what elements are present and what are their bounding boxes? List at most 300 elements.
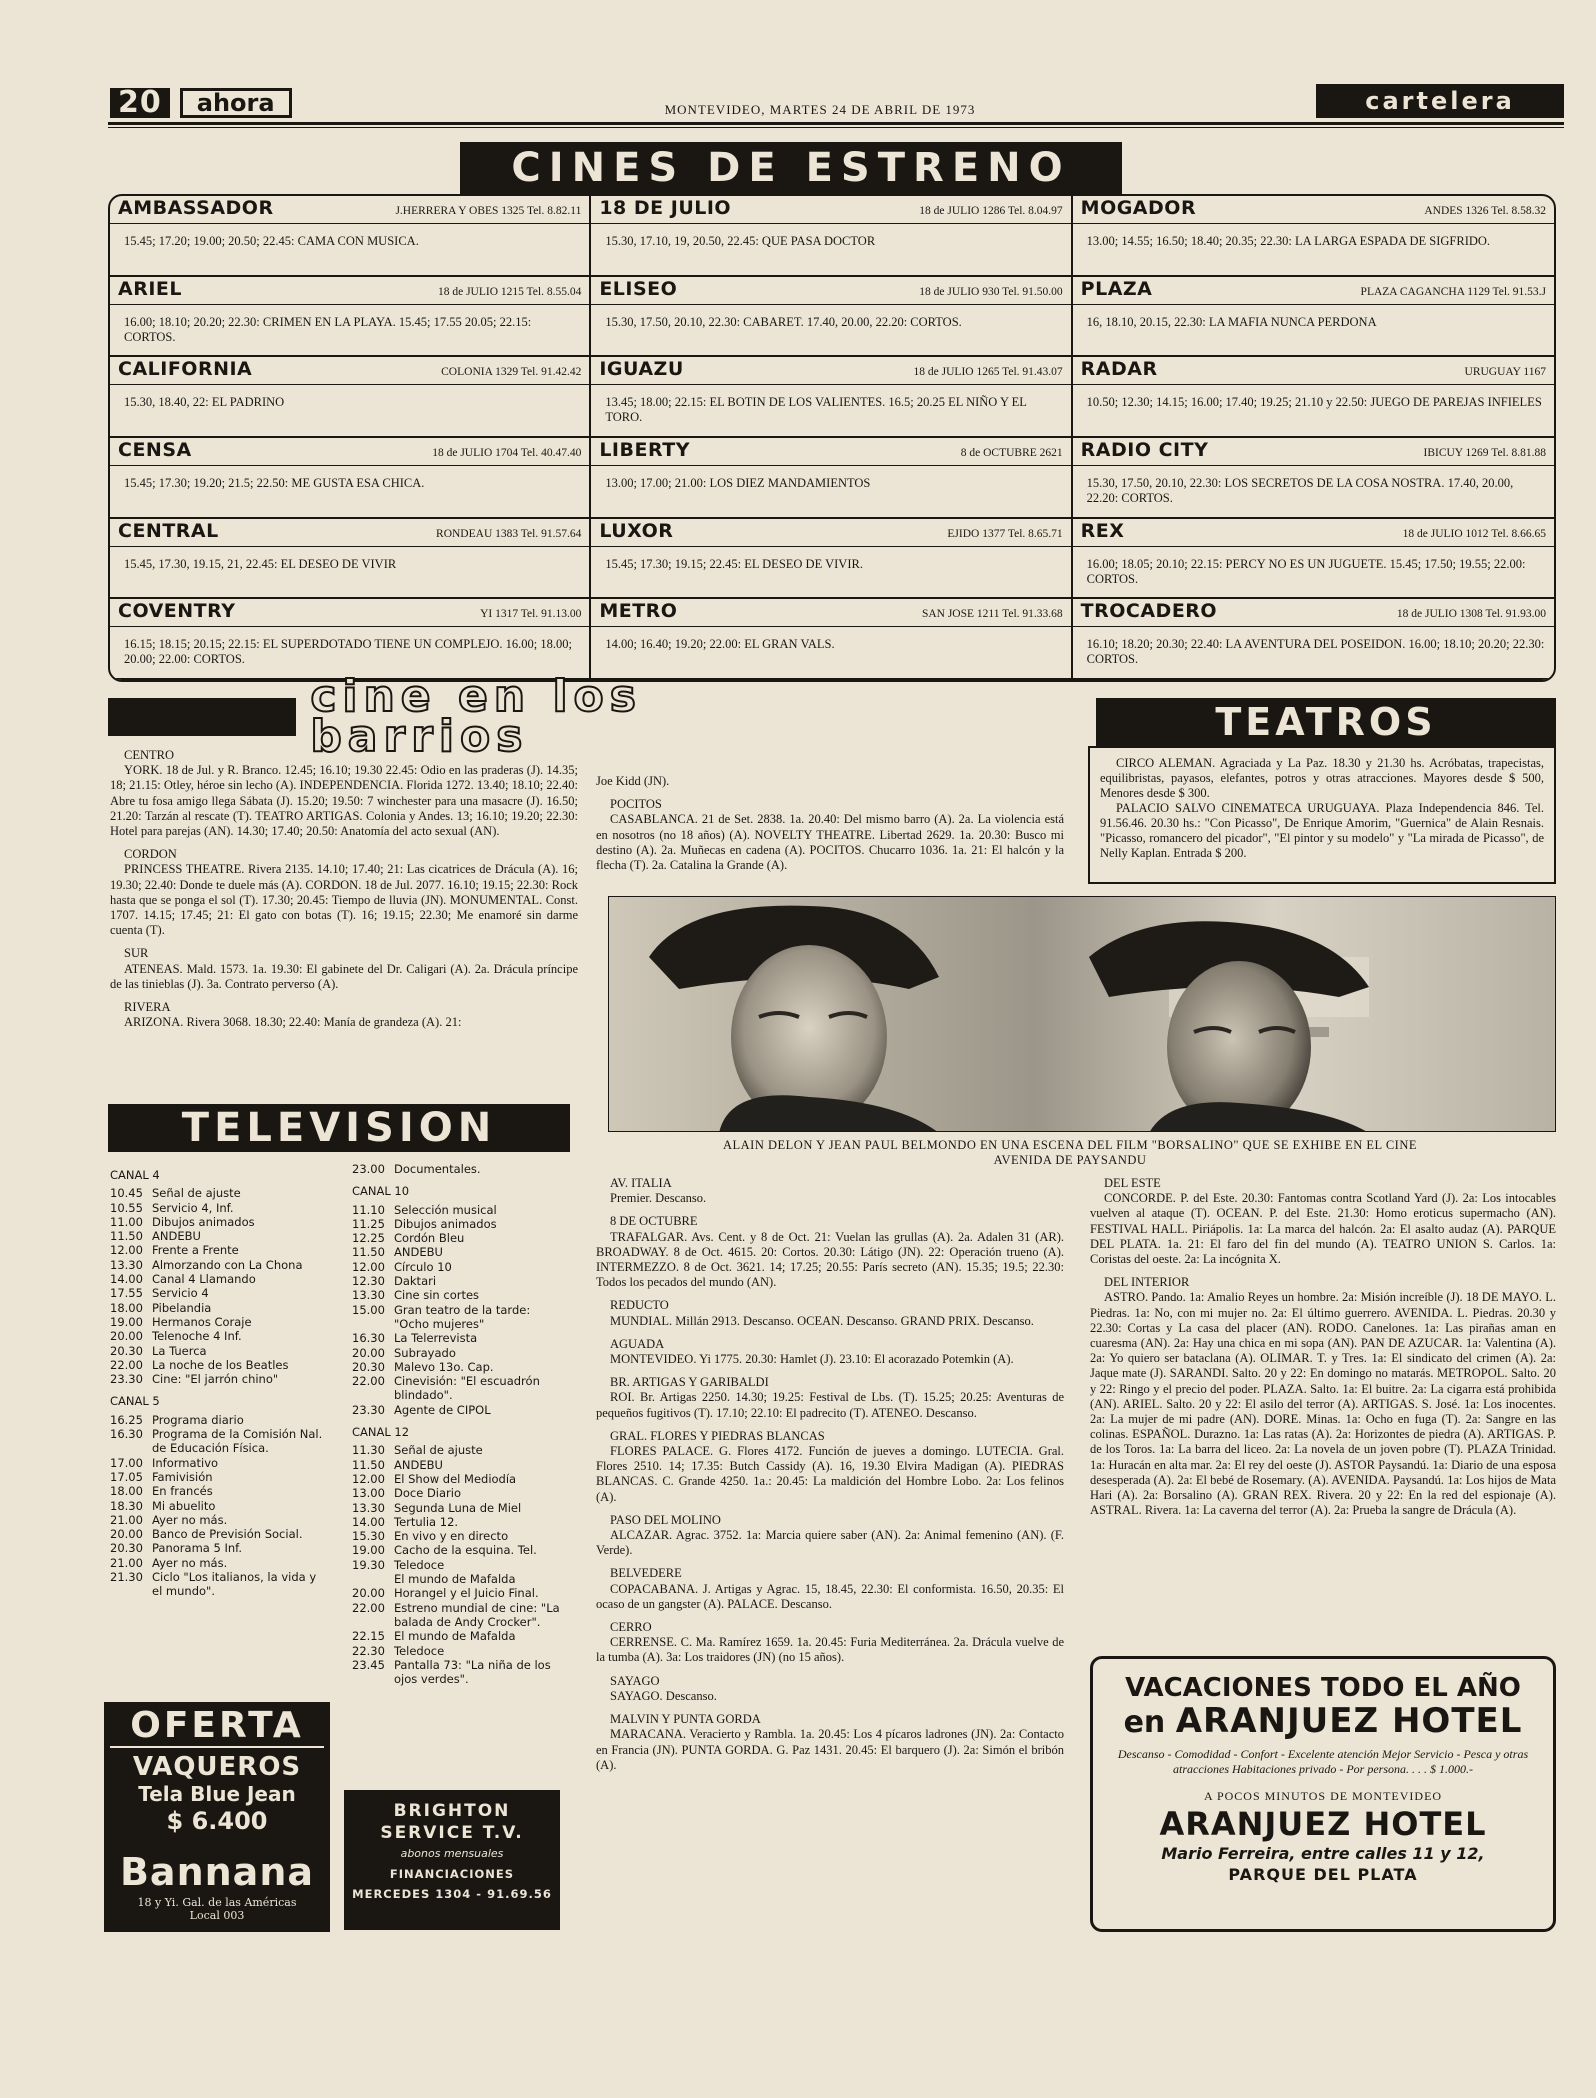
cinema-address: PLAZA CAGANCHA 1129 Tel. 91.53.J [1360, 285, 1546, 298]
tv-program-title: En francés [152, 1484, 213, 1499]
tv-program-row [110, 1301, 330, 1315]
barrios-column-1 [110, 748, 578, 1030]
cinema-header [1073, 599, 1554, 627]
tv-program-title: Telenoche 4 Inf. [152, 1329, 242, 1344]
tv-program-row [352, 1217, 562, 1231]
barrio-section-label: CENTRO [124, 748, 174, 762]
tv-program-row [352, 1486, 562, 1500]
cinema-cell [110, 277, 591, 358]
cartelera-label: cartelera [1316, 84, 1564, 118]
tv-program-title: ANDEBU [152, 1229, 201, 1244]
cinema-name: TROCADERO [1080, 600, 1218, 623]
tv-program-time: 20.00 [110, 1527, 143, 1542]
tv-program-row [352, 1501, 562, 1515]
brighton-service: SERVICE T.V. [380, 1823, 524, 1843]
tv-program-row [352, 1515, 562, 1529]
tv-program-row [352, 1458, 562, 1472]
cinema-schedule: 13.45; 18.00; 22.15: EL BOTIN DE LOS VALIENTES. 16.5; 20.25 EL NIÑO Y EL TORO. [605, 395, 1027, 425]
cinema-header [591, 196, 1070, 224]
tv-column-1 [110, 1168, 330, 1599]
masthead-left [110, 85, 292, 120]
cinema-header [591, 519, 1070, 547]
teatros-title: TEATROS [1096, 698, 1556, 746]
barrio-section-label: BR. ARTIGAS Y GARIBALDI [610, 1375, 769, 1390]
cines-estreno-title: CINES DE ESTRENO [460, 142, 1122, 194]
barrios-column-4 [1090, 1176, 1556, 1518]
tv-program-row [352, 1288, 562, 1302]
tv-channel-label: CANAL 4 [110, 1168, 160, 1182]
barrios-column-2 [596, 774, 1064, 873]
tv-program-title: Segunda Luna de Miel [394, 1500, 522, 1515]
tv-program-row [352, 1543, 562, 1557]
cinema-header [1073, 277, 1554, 305]
cinema-cell [591, 277, 1072, 358]
tv-program-time: 12.30 [352, 1274, 385, 1289]
tv-program-time: 21.00 [110, 1555, 143, 1570]
oferta-local: Local 003 [189, 1909, 245, 1922]
tv-program-time: 13.00 [352, 1486, 385, 1501]
film-still-image [609, 897, 1556, 1132]
tv-program-time: 13.30 [352, 1500, 385, 1515]
tv-program-title: Horangel y el Juicio Final. [394, 1586, 539, 1601]
oferta-product: VAQUEROS [132, 1752, 302, 1782]
cinema-name: CENTRAL [118, 519, 219, 542]
cinema-cell [591, 438, 1072, 519]
cinema-schedule: 10.50; 12.30; 14.15; 16.00; 17.40; 19.25; 21.10 y 22.50: JUEGO DE PAREJAS INFIELES [1086, 395, 1542, 410]
tv-program-title: Estreno mundial de cine: "La balada de Andy Crocker". [394, 1600, 560, 1629]
aranjuez-en: en [1123, 1705, 1166, 1740]
cinema-schedule: 15.45; 17.30; 19.20; 21.5; 22.50: ME GUSTA ESA CHICA. [124, 475, 425, 490]
tv-program-time: 18.30 [110, 1498, 143, 1513]
television-title: TELEVISION [108, 1104, 570, 1152]
tv-program-title: Programa diario [152, 1412, 244, 1427]
page-number: 20 [110, 88, 170, 118]
barrio-listing: YORK. 18 de Jul. y R. Branco. 12.45; 16.10; 19.30 22.45: Odio en las praderas (J). 14.35; 18; 21.15: Otley, héroe sin lecho (A). INDEPENDENCIA. Florida 1272. 13.40; 18.10; 22.40: Abre tu fosa amigo llega Sábata (J). 15.20; 19.50: 7 winchester para una masacre (J). 16.50; 21.20: Tarzán al rescate (T). TEATRO ARTIGAS. Colonia y Andes. 13; 16.10; 19.20; 22.30: Hotel para parejas (AN). 14.30; 17.40; 20.50: Anatomía del acto sexual (AN). [110, 763, 578, 839]
tv-program-row [110, 1358, 330, 1372]
tv-program-title: Señal de ajuste [394, 1443, 483, 1458]
tv-program-row [110, 1527, 330, 1541]
tv-program-row [352, 1245, 562, 1259]
cinema-name: AMBASSADOR [118, 197, 274, 219]
cinema-cell [591, 357, 1072, 438]
cinema-cell [110, 438, 591, 519]
tv-program-time: 18.00 [110, 1484, 143, 1499]
tv-program-row [110, 1541, 330, 1555]
tv-program-row [110, 1470, 330, 1484]
aranjuez-proximity: A POCOS MINUTOS DE MONTEVIDEO [1203, 1789, 1443, 1803]
barrio-section-label: CERRO [610, 1620, 652, 1635]
tv-program-time: 11.50 [110, 1229, 143, 1244]
tv-program-time: 19.00 [352, 1543, 385, 1558]
tv-program-row [110, 1372, 330, 1386]
tv-program-time: 20.30 [110, 1541, 143, 1556]
barrios-title: cine en los barrios [310, 671, 642, 762]
cinema-schedule: 16.00; 18.10; 20.20; 22.30: CRIMEN EN LA PLAYA. 15.45; 17.55 20.05; 22.15: CORTOS. [124, 314, 532, 344]
tv-program-time: 18.00 [110, 1300, 143, 1315]
tv-program-title: Famivisión [152, 1469, 213, 1484]
tv-program-row [352, 1360, 562, 1374]
teatro-listing: CIRCO ALEMAN. Agraciada y La Paz. 18.30 y 21.30 hs. Acróbatas, trapecistas, equilibristas, payasos, elefantes, potros y otras atracciones. Mayores desde $ 500, Menores desde $ 300. [1100, 756, 1544, 800]
brighton-financiaciones: FINANCIACIONES [389, 1867, 515, 1881]
cinema-address: ANDES 1326 Tel. 8.58.32 [1424, 205, 1546, 217]
tv-program-time: 23.30 [352, 1402, 385, 1417]
tv-program-time: 17.00 [110, 1455, 143, 1470]
cinema-address: COLONIA 1329 Tel. 91.42.42 [441, 366, 582, 379]
tv-program-row [110, 1456, 330, 1470]
barrios-header-bar [108, 698, 296, 736]
tv-program-time: 22.00 [110, 1357, 143, 1372]
tv-program-title: Hermanos Coraje [152, 1314, 252, 1329]
cinema-name: COVENTRY [118, 600, 236, 623]
cinema-schedule: 16.10; 18.20; 20.30; 22.40: LA AVENTURA DEL POSEIDON. 16.00; 18.10; 20.20; 22.30: CORTOS. [1086, 637, 1545, 667]
tv-program-row [352, 1331, 562, 1345]
tv-program-time: 20.00 [352, 1345, 385, 1360]
brighton-abonos: abonos mensuales [400, 1847, 504, 1860]
tv-program-time: 23.30 [110, 1372, 143, 1387]
barrio-listing: TRAFALGAR. Avs. Cent. y 8 de Oct. 21: Vuelan las grullas (A). 2a. Adalen 31 (AR). BROADWAY. 8 de Oct. 4615. 20: Cortos. 20.30: Látigo (JN). 22: Operación trueno (A). INTERMEZZO. 8 de Oct. 3621. 14; 17.25; 20.55: París secreto (AN). 15.35; 19.5; 22.30: Todos los pecados del mundo (AN). [596, 1229, 1064, 1290]
tv-program-time: 22.15 [352, 1629, 385, 1644]
cinema-address: 18 de JULIO 1308 Tel. 91.93.00 [1396, 608, 1546, 621]
barrio-section-label: SUR [124, 946, 149, 961]
tv-program-row [352, 1529, 562, 1543]
tv-program-row [110, 1499, 330, 1513]
cinema-schedule: 13.00; 14.55; 16.50; 18.40; 20.35; 22.30: LA LARGA ESPADA DE SIGFRIDO. [1086, 234, 1491, 248]
tv-program-row [352, 1644, 562, 1658]
barrio-listing: ALCAZAR. Agrac. 3752. 1a: Marcia quiere saber (AN). 2a: Animal femenino (AN). (F. Verde). [596, 1528, 1064, 1558]
brighton-address: MERCEDES 1304 - 91.69.56 [352, 1887, 552, 1901]
tv-program-time: 22.30 [352, 1643, 385, 1658]
tv-program-title: La noche de los Beatles [152, 1357, 289, 1372]
barrio-listing: CONCORDE. P. del Este. 20.30: Fantomas contra Scotland Yard (J). 2a: Los intocables vuelven al ataque (T). OCEAN. P. del Este. 21.30: Homo eroticus supermacho (AN). FESTIVAL HALL. Piriápolis. 1a: La marca del halcón. 2a: El asalto audaz (A). PARQUE DEL PLATA. 1a. 21: El faro del fin del mundo (A). TEATRO UNION S. Carlos. 1a: Coristas del oeste. 2a: La incógnita X. [1090, 1191, 1556, 1267]
tv-program-title: Servicio 4, Inf. [152, 1200, 234, 1215]
cinema-schedule: 15.45, 17.30, 19.15, 21, 22.45: EL DESEO DE VIVIR [124, 556, 397, 571]
tv-program-title: Selección musical [394, 1202, 497, 1217]
tv-program-row [110, 1484, 330, 1498]
tv-program-row [110, 1272, 330, 1286]
tv-program-title: Ayer no más. [152, 1555, 228, 1570]
cinema-address: YI 1317 Tel. 91.13.00 [480, 608, 582, 621]
barrio-listing: FLORES PALACE. G. Flores 4172. Función de jueves a domingo. LUTECIA. Gral. Flores 2510. 14; 17.35: Butch Cassidy (A). 16, 19.30 Elvira Madigan (A). PIEDRAS BLANCAS. C. Grande 4250. 1a.: 20.45: La maldición del Hombre Lobo. 2a: Los felinos (A). [596, 1444, 1064, 1504]
tv-program-time: 14.00 [110, 1272, 143, 1287]
barrio-listing: ASTRO. Pando. 1a: Amalio Reyes un hombre. 2a: Misión increíble (J). 18 DE MAYO. L. Piedras. 1a: No, con mi mujer no. 2a: El último guerrero. AVENIDA. L. Piedras. 20.30 y 22.30: Cortas y La casa del placer (AN). RODO. Canelones. 1a: Las pirañas aman en cuaresma (AN). 2a: Hay una chica en mi sopa (AN). PAN DE AZUCAR. 1a: Valentina (A). 2a: Yo quiero ser bataclana (A). OLIMAR. T. y Tres. 1a: El sindicato del crimen (A). 2a: Jaque mate (J). SARANDI. Salto. 20 y 22: En domingo no matarás. METROPOL. Salto. 20 y 22: Ringo y el precio del poder. PLAZA. Salto. 1a: El buitre. 2a: La cigarra está prohibida (AN). ARIEL. Salto. 20 y 22: El asilo del terror (A). ARTIGAS. S. José. 1a: Los inocentes. 2a: La mujer de mi padre (AN). DORE. Minas. 1a: Ocho en fuga (T). 2a: Sangre en las colinas. ESPAÑOL. Durazno. 1a: Las ratas (A). 2a: Horizontes de piedra (A). ARTIGAS. P. de los Toros. 1a: La barra del liceo. 2a: La novela de un joven pobre (T). PLAZA Trinidad. 1a: Huracán en alta mar. 2a: El rey del oeste (J). ASTOR Paysandú. 1a: Diario de una esposa desesperada (A). 2a: El bebé de Rosemary. (A). AVENIDA. Paysandú. 1a: Los hijos de Mata Hari (A). 2a: Borsalino (A). GRAN REX. Rivera. 20 y 22: En la red del espionaje (A). ASTRAL. Rivera. 1a: La caverna del terror (A). 2a: Prueba la sangre de Drácula (A). [1090, 1290, 1556, 1518]
cinema-schedule: 15.45; 17.30; 19.15; 22.45: EL DESEO DE VIVIR. [605, 556, 863, 571]
tv-program-time: 13.30 [110, 1257, 143, 1272]
tv-program-time: 17.05 [110, 1469, 143, 1484]
tv-program-time: 11.50 [352, 1457, 385, 1472]
tv-program-row [110, 1413, 330, 1427]
tv-program-title: Señal de ajuste [152, 1186, 241, 1201]
oferta-brand: Bannana [119, 1850, 315, 1894]
tv-program-time: 11.50 [352, 1245, 385, 1260]
tv-program-title: Dibujos animados [394, 1216, 497, 1231]
cinema-address: 18 de JULIO 1704 Tel. 40.47.40 [432, 446, 582, 459]
cinema-schedule: 13.00; 17.00; 21.00: LOS DIEZ MANDAMIENTOS [605, 475, 871, 490]
tv-program-time: 12.25 [352, 1231, 385, 1246]
teatros-box [1088, 746, 1556, 884]
tv-program-title: Programa de la Comisión Nal. de Educación Física. [152, 1427, 323, 1456]
tv-program-time [352, 1572, 394, 1586]
aranjuez-address: Mario Ferreira, entre calles 11 y 12, [1161, 1844, 1485, 1863]
cinema-schedule: 15.30, 17.50, 20.10, 22.30: LOS SECRETOS DE LA COSA NOSTRA. 17.40, 20.00, 22.20: CORTOS. [1086, 475, 1514, 505]
tv-program-title: Ciclo "Los italianos, la vida y el mundo". [152, 1570, 317, 1599]
tv-channel-label: CANAL 10 [352, 1184, 410, 1199]
barrio-section-label: BELVEDERE [610, 1566, 682, 1581]
tv-program-title: ANDEBU [394, 1457, 443, 1472]
tv-program-title: Panorama 5 Inf. [152, 1541, 242, 1556]
oferta-price: $ 6.400 [166, 1807, 268, 1835]
barrio-section-label: MALVIN Y PUNTA GORDA [610, 1712, 761, 1727]
tv-program-time: 19.30 [352, 1557, 385, 1572]
barrios-column-3 [596, 1176, 1064, 1773]
tv-program-title: Pibelandia [152, 1300, 212, 1315]
tv-program-title: Pantalla 73: "La niña de los ojos verdes". [394, 1657, 551, 1687]
barrio-section-label: POCITOS [610, 797, 662, 812]
tv-program-title: Daktari [394, 1274, 437, 1289]
cinema-schedule: 14.00; 16.40; 19.20; 22.00: EL GRAN VALS. [605, 637, 835, 652]
tv-program-title: Ayer no más. [152, 1512, 228, 1527]
cinema-name: REX [1080, 519, 1125, 542]
barrio-section-label: CORDON [124, 847, 177, 862]
tv-program-time: 20.30 [352, 1359, 385, 1374]
cinema-header [1073, 438, 1554, 466]
cinema-header [1073, 357, 1554, 385]
cinema-cell [1073, 438, 1554, 519]
aranjuez-amenities: Descanso - Comodidad - Confort - Excelente atención Mejor Servicio - Pesca y otras atracciones Habitaciones privado - Por persona. . . . $ 1.000.- [1117, 1747, 1529, 1776]
barrio-section-label: PASO DEL MOLINO [610, 1512, 721, 1527]
tv-program-time: 22.00 [352, 1600, 385, 1615]
cinema-address: RONDEAU 1383 Tel. 91.57.64 [436, 527, 582, 540]
tv-program-title: Tertulia 12. [394, 1514, 459, 1529]
barrio-section-label: GRAL. FLORES Y PIEDRAS BLANCAS [610, 1428, 825, 1443]
tv-program-title: Servicio 4 [152, 1286, 209, 1301]
tv-program-row [110, 1570, 330, 1599]
tv-program-title: Documentales. [394, 1162, 481, 1176]
tv-program-row [110, 1513, 330, 1527]
cinema-name: LIBERTY [599, 438, 690, 461]
cinema-header [110, 277, 589, 305]
tv-program-row [352, 1472, 562, 1486]
tv-program-time: 22.00 [352, 1374, 385, 1389]
tv-program-row [352, 1231, 562, 1245]
aranjuez-hotel-ad [1090, 1656, 1556, 1932]
cinema-cell [1073, 196, 1554, 277]
tv-program-time: 15.00 [352, 1302, 385, 1317]
barrio-listing: PRINCESS THEATRE. Rivera 2135. 14.10; 17.40; 21: Las cicatrices de Drácula (A). 16; 19.30; 22.40: Donde te duele más (A). CORDON. 18 de Jul. 2077. 16.10; 19.15; 22.30: Rock hasta que se ponga el sol (T). 17.30; 20.45: Tiempo de lluvia (JN). MONUMENTAL. Const. 1707. 14.15; 17.45; 21: El gato con botas (T). 16; 19.15; 22.30; Me enamoré sin darme cuenta (T). [110, 862, 578, 938]
cinema-address: 18 de JULIO 1012 Tel. 8.66.65 [1402, 527, 1546, 540]
tv-program-title: Cine sin cortes [394, 1288, 480, 1303]
tv-program-time: 11.00 [110, 1214, 143, 1229]
tv-program-title: Subrayado [394, 1345, 456, 1360]
cinema-name: LUXOR [599, 519, 674, 542]
tv-program-time: 12.00 [352, 1259, 385, 1274]
tv-program-time: 11.25 [352, 1216, 385, 1231]
cinema-name: PLAZA [1080, 277, 1153, 300]
tv-program-row [352, 1558, 562, 1572]
tv-program-time: 10.45 [110, 1186, 143, 1201]
barrio-section-label: DEL INTERIOR [1104, 1275, 1190, 1290]
tv-program-title: Gran teatro de la tarde: "Ocho mujeres" [394, 1302, 531, 1331]
tv-program-title: En vivo y en directo [394, 1529, 509, 1544]
tv-program-row [352, 1274, 562, 1288]
aranjuez-hotel-name: ARANJUEZ HOTEL [1175, 1701, 1523, 1741]
cinema-address: EJIDO 1377 Tel. 8.65.71 [947, 527, 1063, 540]
dateline: MONTEVIDEO, MARTES 24 DE ABRIL DE 1973 [664, 102, 976, 117]
tv-program-title: Teledoce [394, 1643, 445, 1658]
tv-program-row [110, 1344, 330, 1358]
tv-program-title: La Tuerca [152, 1343, 207, 1358]
cinema-header [1073, 196, 1554, 224]
oferta-vaqueros-ad [104, 1702, 330, 1932]
cinema-header [591, 357, 1070, 385]
tv-program-time: 23.45 [352, 1657, 385, 1672]
tv-program-title: Teledoce [394, 1557, 445, 1572]
barrio-listing: ARIZONA. Rivera 3068. 18.30; 22.40: Manía de grandeza (A). 21: [124, 1015, 462, 1030]
aranjuez-location: PARQUE DEL PLATA [1228, 1865, 1418, 1884]
tv-program-title: El mundo de Mafalda [394, 1572, 516, 1587]
cinema-header [110, 196, 589, 224]
tv-program-time: 14.00 [352, 1514, 385, 1529]
tv-program-row [110, 1229, 330, 1243]
aranjuez-title [1093, 1703, 1553, 1741]
masthead-rule-thin [108, 127, 1564, 128]
tv-program-time: 23.00 [352, 1162, 385, 1176]
cinema-name: 18 DE JULIO [599, 197, 732, 219]
cinema-name: METRO [599, 600, 678, 623]
cinema-address: 18 de JULIO 1286 Tel. 8.04.97 [919, 205, 1063, 217]
cinema-address: IBICUY 1269 Tel. 8.81.88 [1423, 446, 1546, 459]
tv-program-row [110, 1201, 330, 1215]
tv-program-row [110, 1258, 330, 1272]
tv-channel-label: CANAL 12 [352, 1425, 410, 1440]
cinema-name: ARIEL [118, 277, 182, 300]
tv-program-title: Cine: "El jarrón chino" [152, 1372, 279, 1387]
tv-program-row [352, 1374, 562, 1403]
cinema-address: 18 de JULIO 930 Tel. 91.50.00 [919, 285, 1063, 298]
barrio-listing: SAYAGO. Descanso. [610, 1688, 717, 1703]
cinema-cell [1073, 599, 1554, 680]
cinema-schedule: 15.30, 18.40, 22: EL PADRINO [124, 395, 285, 410]
tv-program-row [110, 1315, 330, 1329]
tv-program-title: Círculo 10 [394, 1259, 452, 1274]
tv-program-row [352, 1260, 562, 1274]
teatro-listing: PALACIO SALVO CINEMATECA URUGUAYA. Plaza Independencia 846. Tel. 91.56.46. 20.30 hs.: "Con Picasso", De Enrique Amorim, "Guernica" de Alain Resnais. "Picasso, romancero del picador", "El pintor y su modelo" y "La mirada de Picasso", de Nelly Kaplan. Entrada $ 200. [1100, 801, 1544, 860]
aranjuez-hotel-name-2: ARANJUEZ HOTEL [1159, 1805, 1487, 1843]
tv-program-time: 17.55 [110, 1286, 143, 1301]
tv-program-row [110, 1427, 330, 1456]
tv-program-row [352, 1162, 562, 1176]
cinema-header [1073, 519, 1554, 547]
tv-program-time: 10.55 [110, 1200, 143, 1215]
tv-program-title: ANDEBU [394, 1245, 443, 1260]
tv-program-time: 16.30 [352, 1331, 385, 1346]
barrio-listing: MUNDIAL. Millán 2913. Descanso. OCEAN. Descanso. GRAND PRIX. Descanso. [610, 1313, 1034, 1328]
barrio-listing: Premier. Descanso. [610, 1191, 707, 1206]
cinema-schedule: 16, 18.10, 20.15, 22.30: LA MAFIA NUNCA PERDONA [1086, 314, 1377, 329]
tv-program-title: Agente de CIPOL [394, 1402, 491, 1417]
tv-program-time: 20.00 [352, 1586, 385, 1601]
tv-program-row [352, 1572, 562, 1586]
tv-program-row [352, 1586, 562, 1600]
cinema-cell [110, 196, 591, 277]
cinema-address: 18 de JULIO 1265 Tel. 91.43.07 [913, 366, 1063, 379]
cinema-cell [110, 599, 591, 680]
tv-program-row [110, 1286, 330, 1300]
tv-program-row [352, 1403, 562, 1417]
cinema-address: SAN JOSE 1211 Tel. 91.33.68 [921, 608, 1063, 621]
tv-program-title: Frente a Frente [152, 1243, 239, 1258]
cinema-name: IGUAZU [599, 358, 684, 381]
barrio-listing: COPACABANA. J. Artigas y Agrac. 15, 18.45, 22.30: El conformista. 16.50, 20.35: El ocaso de un gangster (A). PALACE. Descanso. [596, 1581, 1064, 1611]
tv-program-time: 21.30 [110, 1570, 143, 1585]
cinema-address: 8 de OCTUBRE 2621 [960, 446, 1063, 459]
barrio-listing: CERRENSE. C. Ma. Ramírez 1659. 1a. 20.45: Furia Mediterránea. 2a. Drácula vuelve de la tumba (A). 3a: Los traidores (JN) (no 15 años). [596, 1635, 1064, 1665]
oferta-address: 18 y Yi. Gal. de las Américas [137, 1896, 297, 1909]
cinema-schedule: 15.45; 17.20; 19.00; 20.50; 22.45: CAMA CON MUSICA. [124, 234, 419, 248]
brighton-name: BRIGHTON [393, 1801, 511, 1821]
cinema-cell [591, 196, 1072, 277]
tv-program-row [352, 1658, 562, 1687]
tv-program-time: 13.30 [352, 1288, 385, 1303]
tv-program-title: Canal 4 Llamando [152, 1272, 256, 1287]
cinema-cell [1073, 357, 1554, 438]
oferta-fabric: Tela Blue Jean [138, 1782, 296, 1806]
barrio-section-label: AGUADA [610, 1336, 665, 1351]
tv-program-row [110, 1215, 330, 1229]
barrio-section-label: REDUCTO [610, 1298, 669, 1313]
tv-program-row [110, 1243, 330, 1257]
cinema-cell [110, 519, 591, 600]
tv-program-title: Cinevisión: "El escuadrón blindado". [394, 1374, 540, 1403]
barrio-section-label: DEL ESTE [1104, 1176, 1161, 1190]
cinema-header [110, 519, 589, 547]
cinema-address: 18 de JULIO 1215 Tel. 8.55.04 [437, 285, 582, 298]
photo-caption: ALAIN DELON Y JEAN PAUL BELMONDO EN UNA ESCENA DEL FILM "BORSALINO" QUE SE EXHIBE EN EL CINE AVENIDA DE PAYSANDU [722, 1138, 1418, 1167]
tv-program-title: La Telerrevista [394, 1331, 478, 1346]
tv-program-title: Informativo [152, 1455, 219, 1470]
barrio-listing: ATENEAS. Mald. 1573. 1a. 19.30: El gabinete del Dr. Caligari (A). 2a. Drácula príncipe de las tinieblas (J). 3a. Contrato perverso (A). [110, 961, 578, 991]
cinema-header [110, 438, 589, 466]
cinema-header [591, 277, 1070, 305]
section-name: ahora [180, 88, 292, 118]
cinema-name: CALIFORNIA [118, 358, 253, 381]
cinema-cell [591, 599, 1072, 680]
barrio-listing: MONTEVIDEO. Yi 1775. 20.30: Hamlet (J). 23.10: El acorazado Potemkin (A). [610, 1352, 1014, 1367]
tv-program-title: Banco de Previsión Social. [152, 1527, 303, 1542]
tv-program-time: 21.00 [110, 1512, 143, 1527]
tv-program-row [352, 1629, 562, 1643]
cinema-cell [1073, 519, 1554, 600]
oferta-label: OFERTA [110, 1706, 324, 1748]
barrio-continuation: Joe Kidd (JN). [596, 774, 670, 788]
film-still-photo [608, 896, 1556, 1132]
cinema-header [591, 599, 1070, 627]
brighton-tv-ad [344, 1790, 560, 1930]
cinema-cell [591, 519, 1072, 600]
cinema-header [110, 599, 589, 627]
tv-program-title: Almorzando con La Chona [152, 1257, 303, 1272]
tv-program-title: El Show del Mediodía [394, 1471, 517, 1486]
tv-column-2 [352, 1162, 562, 1686]
tv-program-title: Mi abuelito [152, 1498, 216, 1513]
aranjuez-headline: VACACIONES TODO EL AÑO [1125, 1673, 1521, 1703]
tv-program-time: 20.30 [110, 1343, 143, 1358]
tv-program-row [352, 1443, 562, 1457]
cinema-name: ELISEO [599, 277, 678, 300]
masthead-rule [108, 122, 1564, 125]
barrio-listing: CASABLANCA. 21 de Set. 2838. 1a. 20.40: Del mismo barro (A). 2a. La violencia está en nosotros (no 18 años) (A). NOVELTY THEATRE. Libertad 2629. 1a. 20.30: Busco mi destino (A). 2a. Muñecas en cadena (A). POCITOS. Chucarro 1036. 1a. 21: El halcón y la flecha (T). 2a. Catalina la Grande (A). [596, 812, 1064, 873]
cinema-schedule: 15.30, 17.10, 19, 20.50, 22.45: QUE PASA DOCTOR [605, 234, 876, 248]
tv-program-title: El mundo de Mafalda [394, 1629, 516, 1644]
